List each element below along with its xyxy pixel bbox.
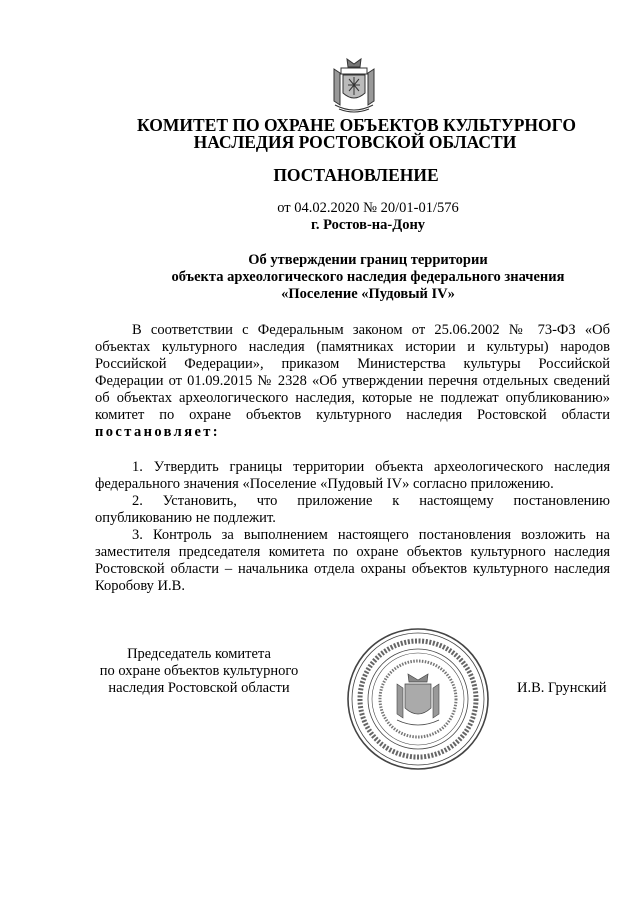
position-line1: Председатель комитета bbox=[127, 646, 271, 662]
org-name-line2: НАСЛЕДИЯ РОСТОВСКОЙ ОБЛАСТИ bbox=[193, 132, 517, 152]
subject-line1: Об утверждении границ территории bbox=[248, 252, 488, 268]
city: г. Ростов-на-Дону bbox=[310, 217, 426, 233]
intro-paragraph bbox=[95, 322, 610, 441]
decree-items bbox=[95, 459, 610, 595]
coat-of-arms-icon bbox=[331, 57, 377, 113]
org-name-line1: КОМИТЕТ ПО ОХРАНЕ ОБЪЕКТОВ КУЛЬТУРНОГО bbox=[137, 115, 576, 135]
decree-item-1: 1. Утвердить границы территории объекта археологического наследия федерального значения «Поселение «Пудовый IV» согласно приложению. bbox=[95, 459, 610, 492]
intro-text: В соответствии с Федеральным законом от 25.06.2002 № 73-ФЗ «Об объектах культурного наследия (памятниках истории и культуры) народов Российской Федерации», приказом Министерства культуры Российской Федерации от 01.09.2015 № 2328 «Об утверждении перечня отдельных сведений об объектах археологического наследия, которые не подлежат опубликованию» комитет по охране объектов культурного наследия Ростовской области bbox=[95, 322, 610, 423]
decree-item-3: 3. Контроль за выполнением настоящего постановления возложить на заместителя председателя комитета по охране объектов культурного наследия Ростовской области – начальника отдела охраны объектов культурного наследия Коробову И.В. bbox=[95, 527, 610, 594]
signatory-position bbox=[96, 646, 302, 697]
document-type: ПОСТАНОВЛЕНИЕ bbox=[273, 165, 439, 185]
decree-item-2: 2. Установить, что приложение к настоящему постановлению опубликованию не подлежит. bbox=[95, 493, 610, 526]
subject-line2: объекта археологического наследия федерального значения bbox=[171, 269, 565, 285]
official-seal-icon bbox=[345, 626, 491, 772]
position-line3: наследия Ростовской области bbox=[108, 680, 290, 696]
decree-word: постановляет: bbox=[95, 424, 221, 440]
subject-line3: «Поселение «Пудовый IV» bbox=[281, 286, 455, 302]
date-number: от 04.02.2020 № 20/01-01/576 bbox=[277, 200, 459, 216]
signatory-name: И.В. Грунский bbox=[517, 680, 607, 696]
position-line2: по охране объектов культурного bbox=[99, 663, 299, 679]
